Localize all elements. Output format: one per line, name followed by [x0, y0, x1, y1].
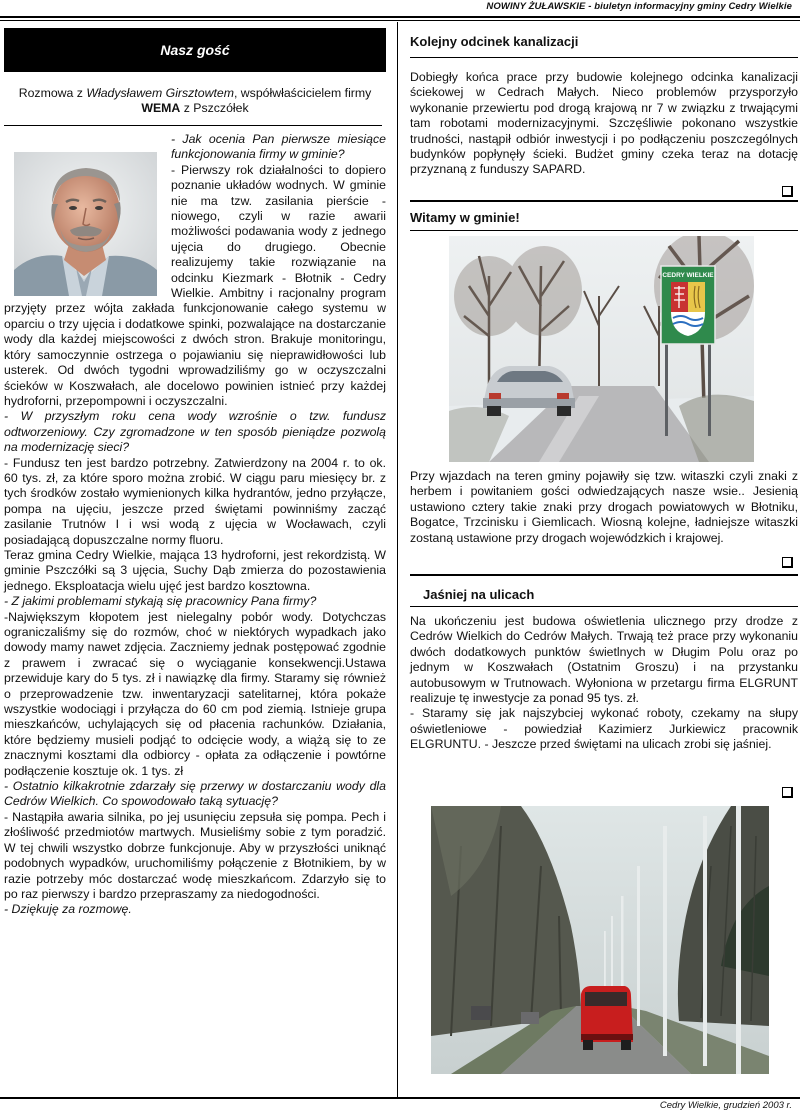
- street-lights-photo: [431, 806, 769, 1074]
- footer-rule: [0, 1097, 800, 1099]
- interview-closing: - Dziękuję za rozmowę.: [4, 902, 132, 917]
- answer-2-continued: Teraz gmina Cedry Wielkie, mająca 13 hydroforni, jest rekordzistą. W gminie Pszczółki są 3 ujęcia, Suchy Dąb zmierza do pozostawienia jednego. Eksploatacja wielu ujęć jest bardzo kosztowna.: [4, 547, 386, 593]
- intro-company: WEMA: [141, 101, 181, 115]
- answer-2: - Fundusz ten jest bardzo potrzebny. Zatwierdzony na 2004 r. to ok. 60 tys. zł, za które sporo można zrobić. W ciągu paru miesięcy br. z tych środków zostało wymienionych kilka hydrantów, jedno przyłącze, pompa na ujęciu, jeszcze przed świętami powinniśmy zacząć zasilanie Trutnów I i wsi wodą z ujęcia w Wocławach, czyli posiadającą dopuszczalne normy fluoru.: [4, 455, 386, 547]
- sewer-section: [410, 34, 798, 178]
- header-rule: [0, 16, 800, 18]
- sewer-title: Kolejny odcinek kanalizacji: [410, 34, 579, 49]
- road-sign-illustration: [449, 236, 754, 462]
- interview-intro: [4, 86, 386, 116]
- welcome-title-rule: [410, 230, 798, 231]
- intro-prefix: Rozmowa z: [18, 86, 87, 100]
- lights-text: Na ukończeniu jest budowa oświetlenia ulicznego przy drodze z Cedrów Wielkich do Cedrów Małych. Trwają też prace przy wykonaniu dwóch dodatkowych punktów świetlnych w Długim Polu oraz po jednym w Koszwałach (Ostatnim Groszu) i na przystanku autobusowym w Trutnowach. Wyłoniona w przetargu firma ELGRUNT realizuje tę inwestycje za ponad 95 tys. zł.: [410, 614, 798, 706]
- lights-end-mark-icon: [782, 787, 793, 798]
- street-lights-illustration: [431, 806, 769, 1074]
- portrait-illustration: [14, 152, 157, 296]
- sewer-title-rule: [410, 57, 798, 58]
- interview-body: [4, 132, 386, 918]
- sewer-end-mark-icon: [782, 186, 793, 197]
- lights-section: [423, 587, 800, 603]
- answer-3: -Największym kłopotem jest nielegalny pobór wody. Dotychczas ograniczaliśmy się do rozmów, choć w niektórych wypadkach jako dowody mamy nawet zdjęcia. Zaczniemy jednak postępować zgodnie z prawem i zwracać się o wyciąganie konsekwencji.Ustawa przewiduje kary do 5 tys. zł i nawiązkę dla firmy. Staramy się również o przeprowadzenie tzw. inwentaryzacji satelitarnej, która pokaże wszystkie wodociągi i przyłącza do 60 cm pod ziemią. Istnieje grupa mieszkańców, uchylających się od płacenia rachunków. Działania, które będziemy musieli podjąć to odcięcie wody, a wiążą się to ze znacznymi kosztami dla odbiorcy - opłata za odłączenie i powtórne podłączenie kosztuje ok. 1 tys. zł: [4, 609, 386, 778]
- lights-quote: - Staramy się jak najszybciej wykonać roboty, czekamy na słupy oświetleniowe - powiedział Kazimierz Jurkiewicz pracownik ELGRUNTU. - Jeszcze przed świętami na ulicach zrobi się jaśniej.: [410, 706, 798, 752]
- welcome-text: Przy wjazdach na teren gminy pojawiły się tzw. witaszki czyli znaki z herbem i powitaniem gości odwiedzających nasze wsie.. Jesienią ustawiono cztery takie znaki przy drogach powiatowych w Błotniku, Bogatce, Trzcinisku i Giemlicach. Wiosną kolejne, ładniejsze witaszki zostaną ustawione przy drogach wojewódzkich i krajowej.: [410, 469, 798, 545]
- column-divider: [397, 22, 398, 1097]
- lights-title: Jaśniej na ulicach: [423, 587, 535, 602]
- banner-title: Nasz gość: [160, 42, 230, 58]
- welcome-title: Witamy w gminie!: [410, 210, 520, 225]
- question-4: - Ostatnio kilkakrotnie zdarzały się przerwy w dostarczaniu wody dla Cedrów Wielkich. Co spowodowało taką sytuację?: [4, 779, 386, 809]
- header-rule-thin: [0, 20, 800, 21]
- sign-text: CEDRY WIELKIE: [662, 272, 714, 279]
- sewer-text: Dobiegły końca prace przy budowie kolejnego odcinka kanalizacji ściekowej w Cedrach Małych. Nieco problemów przysporzyło wykonanie przewiertu pod drogą krajową nr 7 w związku z trwającymi tam robotami modernizacyjnymi. Szczęśliwie pokonano wszystkie trudności, nastąpił odbiór inwestycji i po podłączeniu poszczególnych budynków popłynęły ścieki. Budżet gminy czeka teraz na dotację przyznaną z funduszy SAPARD.: [410, 70, 798, 177]
- footer-text: Cedry Wielkie, grudzień 2003 r.: [659, 1100, 792, 1111]
- interview-article: [4, 28, 386, 918]
- welcome-bottom-rule: [410, 574, 798, 576]
- answer-4: - Nastąpiła awaria silnika, po jej usunięciu zepsuła się pompa. Pech i złośliwość przedmiotów martwych. Musieliśmy sobie z tym poradzić. W tej chwili wszystko dobrze funkcjonuje. Aby w przyszłości uniknąć podobnych wypadków, uruchomiliśmy połączenie z Błotnikiem, by w razie potrzeby móc dostarczać wodę mieszkańcom. Zdarzyło się to po raz pierwszy i bardzo przepraszamy za niedogodności.: [4, 809, 386, 901]
- running-header: NOWINY ŻUŁAWSKIE - biuletyn informacyjny gminy Cedry Wielkie: [486, 1, 792, 12]
- welcome-sign-photo: [449, 236, 754, 462]
- portrait-photo: [14, 152, 157, 296]
- welcome-section: [410, 210, 798, 226]
- intro-suffix: z Pszczółek: [180, 101, 249, 115]
- welcome-text-wrap: [410, 469, 798, 546]
- interview-banner: [4, 28, 386, 72]
- lights-text-wrap: [410, 614, 798, 753]
- question-2: - W przyszłym roku cena wody wzrośnie o tzw. fundusz odtworzeniowy. Czy zgromadzone w ten sposób pieniądze pozwolą na modernizację sieci?: [4, 409, 386, 455]
- intro-rule: [4, 125, 382, 126]
- answer-1: - Pierwszy rok działalności to dopiero poznanie układów wodnych. W gminie nie ma tzw. zasilania pierście -niowego, czyli w razie awarii możliwości podawania wody z jednego ujęcia do drugiego. Obecnie realizujemy takie rozwiązanie na odcinku Kiezmark - Błotnik - Cedry Wielkie. Ambitny i racjonalny program przyjęty przez wójta zakłada funkcjonowanie całego systemu w oparciu o trzy ujęcia i dodatkowe spinki, pozwalające na dostarczanie wody dla każdej miejscowości z dwóch stron. Brakuje monitoringu, który samoczynnie ostrzega o pojawianiu się nieprawidłowości lub usterek. Od dwóch tygodni wprowadziliśmy go w oczyszczalni ścieków w Koszwałach, ale docelowo powinien istnieć przy każdej hydroforni, przepompowni i oczyszczalni.: [4, 162, 386, 408]
- intro-mid: , współwłaścicielem firmy: [233, 86, 372, 100]
- welcome-end-mark-icon: [782, 557, 793, 568]
- sewer-bottom-rule: [410, 200, 798, 202]
- question-3: - Z jakimi problemami stykają się pracownicy Pana firmy?: [4, 594, 317, 609]
- lights-title-rule: [410, 606, 798, 607]
- question-1: - Jak ocenia Pan pierwsze miesiące funkcjonowania firmy w gminie?: [171, 132, 386, 162]
- intro-name: Władysławem Girsztowtem: [86, 86, 234, 100]
